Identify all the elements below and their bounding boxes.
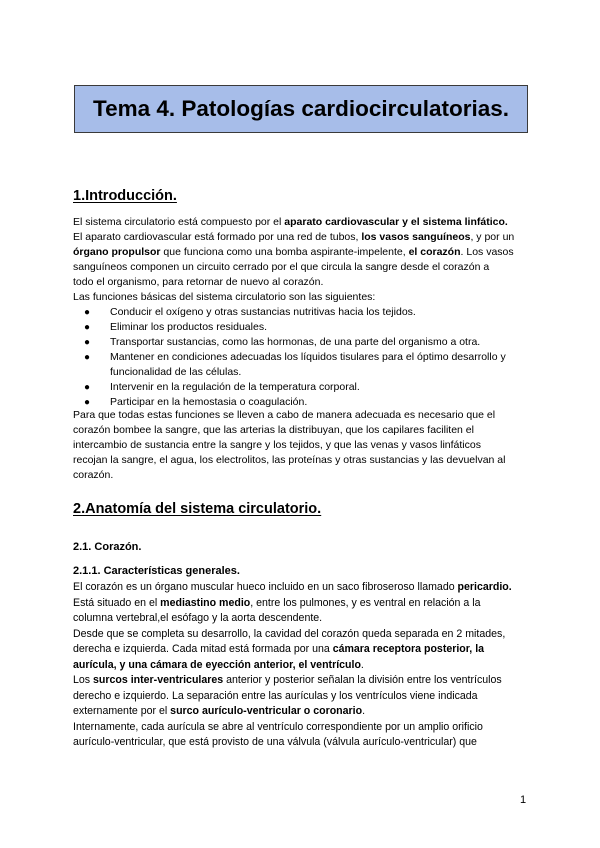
text-run: Desde que se completa su desarrollo, la cavidad del corazón queda separada en 2 mitades, xyxy=(73,627,506,640)
bullet-icon: ● xyxy=(84,322,91,333)
bold-term: mediastino medio xyxy=(160,596,251,609)
text-line: Para que todas estas funciones se lleven a cabo de manera adecuada es necesario que el xyxy=(73,409,496,421)
bullet-item xyxy=(73,335,543,350)
bullet-item-continuation xyxy=(73,365,543,380)
text-line xyxy=(73,720,543,736)
text-run: anterior y posterior señalan la división entre los ventrículos xyxy=(223,674,502,686)
bold-term: surcos inter-ventriculares xyxy=(93,674,224,686)
text-line xyxy=(73,735,543,751)
text-line xyxy=(73,704,543,720)
text-line: corazón bombee la sangre, que las arterias la distribuyan, que los capilares faciliten el xyxy=(73,424,474,436)
text-run: El sistema circulatorio está compuesto por el xyxy=(73,216,285,228)
bullet-text: Intervenir en la regulación de la temperatura corporal. xyxy=(110,381,360,393)
text-run: El aparato cardiovascular está formado por una red de tubos, xyxy=(73,231,362,243)
bullet-icon: ● xyxy=(84,352,91,363)
text-line xyxy=(73,275,543,290)
text-run: derecho e izquierdo. La separación entre las aurículas y los ventrículos viene indicada xyxy=(73,689,478,702)
bold-term: pericardio. xyxy=(457,581,512,593)
text-run: aurículo-ventricular, que está provisto de una válvula (válvula aurículo-ventricular) que xyxy=(73,736,477,748)
bullet-text: Eliminar los productos residuales. xyxy=(110,321,267,333)
bold-term: cámara receptora posterior, la xyxy=(332,643,485,655)
functions-paragraph xyxy=(73,408,543,483)
bullet-icon: ● xyxy=(84,337,91,348)
text-line xyxy=(73,260,543,275)
bullet-text: Transportar sustancias, como las hormonas, de una parte del organismo a otra. xyxy=(110,336,481,348)
bullet-item xyxy=(73,320,543,335)
text-run: . xyxy=(360,658,364,671)
text-line xyxy=(73,689,543,705)
text-line xyxy=(73,290,543,305)
text-run: Los xyxy=(73,674,94,686)
functions-bullet-list xyxy=(73,305,543,410)
bold-term: órgano propulsor xyxy=(73,246,161,258)
corazon-paragraph xyxy=(73,580,543,751)
text-line xyxy=(73,596,543,612)
text-run: , y por un xyxy=(470,231,515,243)
text-line xyxy=(73,580,543,596)
bold-term: surco aurículo-ventricular o coronario xyxy=(170,705,363,717)
section-heading-introduccion: 1.Introducción. xyxy=(73,188,177,204)
text-line xyxy=(73,642,543,658)
text-run: Está situado en el xyxy=(73,596,161,609)
bullet-icon: ● xyxy=(84,397,91,408)
text-run: Las funciones básicas del sistema circulatorio son las siguientes: xyxy=(73,291,376,303)
text-run: todo el organismo, para retornar de nuevo al corazón. xyxy=(73,276,324,288)
text-run: externamente por el xyxy=(73,705,171,717)
bullet-text: Conducir el oxígeno y otras sustancias nutritivas hacia los tejidos. xyxy=(110,306,416,318)
text-line xyxy=(73,611,543,627)
bullet-item xyxy=(73,380,543,395)
text-run: derecha e izquierda. Cada mitad está formada por una xyxy=(73,643,333,655)
bullet-item xyxy=(73,350,543,365)
text-run: . Los vasos xyxy=(460,246,514,258)
text-line: recojan la sangre, el agua, los electrolitos, las proteínas y otras sustancias y las devuelvan al xyxy=(73,454,506,466)
text-line xyxy=(73,673,543,689)
text-line xyxy=(73,215,543,230)
text-line xyxy=(73,230,543,245)
section-heading-anatomia: 2.Anatomía del sistema circulatorio. xyxy=(73,501,322,517)
bullet-item xyxy=(73,305,543,320)
bullet-icon: ● xyxy=(84,307,91,318)
document-title: Tema 4. Patologías cardiocirculatorias. xyxy=(74,85,528,133)
text-run: sanguíneos componen un circuito cerrado por el que circula la sangre desde el corazón a xyxy=(73,261,490,273)
bold-term: aurícula, y una cámara de eyección anterior, el ventrículo xyxy=(73,658,361,671)
text-run: , entre los pulmones, y es ventral en relación a la xyxy=(250,596,481,609)
bold-term: aparato cardiovascular y el sistema linfático. xyxy=(284,216,508,228)
bullet-text: Participar en la hemostasia o coagulación. xyxy=(110,396,308,408)
intro-paragraph xyxy=(73,215,543,305)
subheading-corazon: 2.1. Corazón. xyxy=(73,541,142,553)
page-number: 1 xyxy=(520,794,527,806)
text-run: columna vertebral,el esófago y la aorta descendente. xyxy=(73,612,323,624)
text-run: que funciona como una bomba aspirante-impelente, xyxy=(160,246,409,258)
text-run: El corazón es un órgano muscular hueco incluido en un saco fibroseroso llamado xyxy=(73,581,458,593)
text-line xyxy=(73,658,543,674)
text-line xyxy=(73,627,543,643)
bullet-text: funcionalidad de las células. xyxy=(110,366,242,378)
text-run: Internamente, cada aurícula se abre al ventrículo correspondiente por un amplio orificio xyxy=(73,720,483,733)
subheading-caracteristicas: 2.1.1. Características generales. xyxy=(73,565,240,577)
text-line xyxy=(73,245,543,260)
text-line: intercambio de sustancia entre la sangre y los tejidos, y que las venas y vasos linfáticos xyxy=(73,439,481,451)
bullet-icon: ● xyxy=(84,382,91,393)
text-line: corazón. xyxy=(73,469,114,481)
text-run: . xyxy=(362,705,366,717)
bold-term: los vasos sanguíneos xyxy=(361,231,471,243)
bold-term: el corazón xyxy=(408,246,461,258)
bullet-text: Mantener en condiciones adecuadas los líquidos tisulares para el óptimo desarrollo y xyxy=(110,351,506,363)
